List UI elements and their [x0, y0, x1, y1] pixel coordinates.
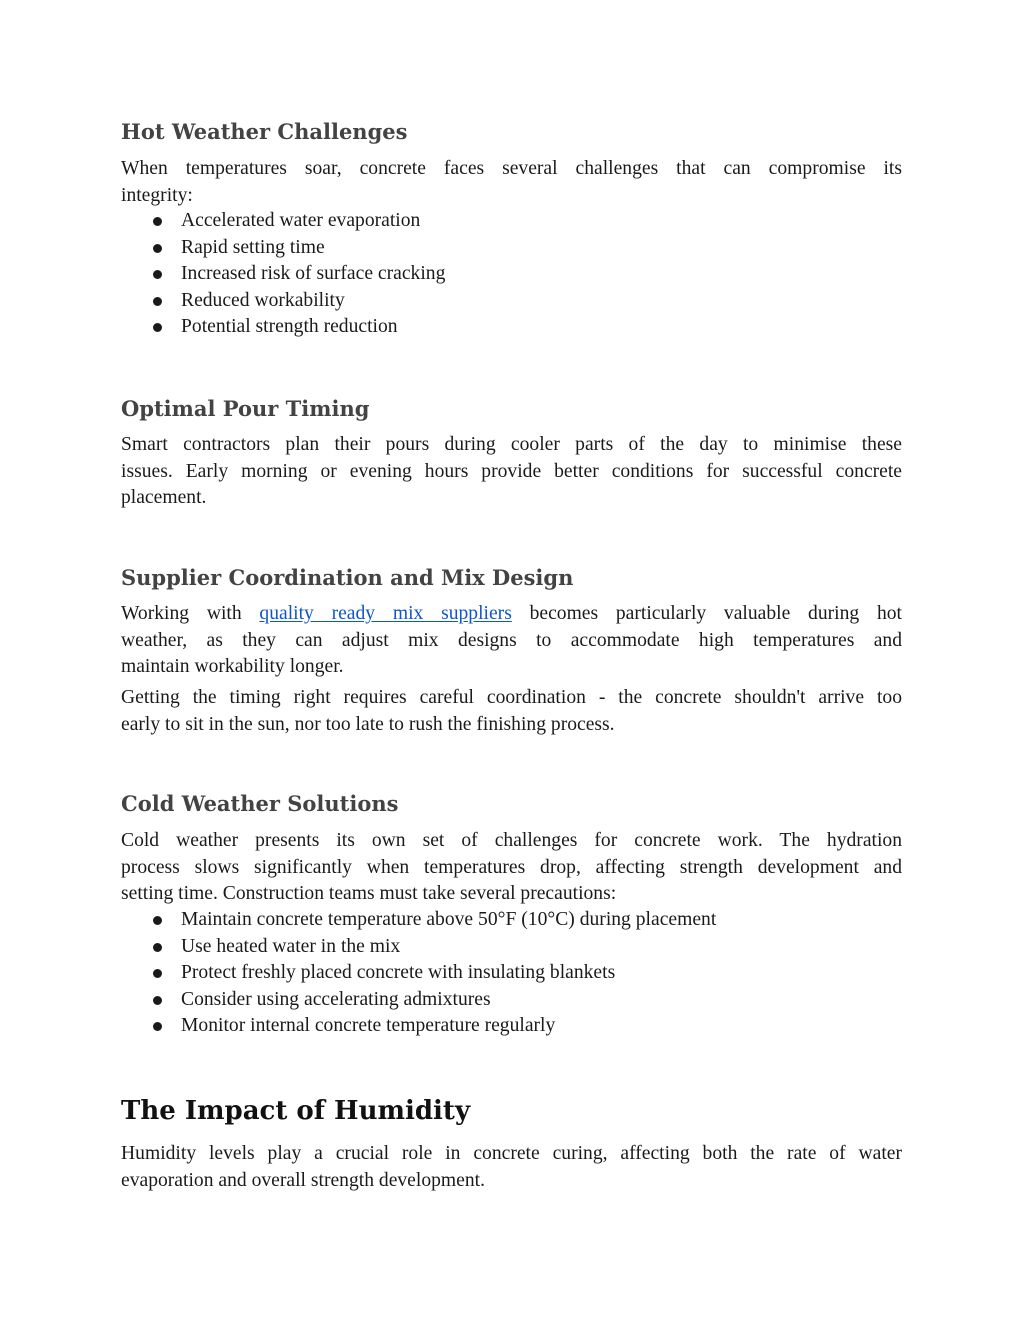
list-item [121, 261, 902, 288]
list-item-text: Accelerated water evaporation [181, 210, 421, 231]
list-item-text: Reduced workability [181, 289, 345, 311]
text-line: Humidity levels play a crucial role in concrete curing, affecting both the rate of water [121, 1143, 902, 1164]
list-item-text: Use heated water in the mix [181, 935, 401, 957]
text-line: early to sit in the sun, nor too late to rush the finishing process. [121, 713, 615, 735]
text-line: Cold weather presents its own set of challenges for concrete work. The hydration [121, 830, 902, 851]
text-line: issues. Early morning or evening hours provide better conditions for successful concrete [121, 460, 902, 482]
list-item-text: Maintain concrete temperature above 50°F (10°C) during placement [181, 909, 717, 930]
text-line: process slows significantly when temperatures drop, affecting strength development and [121, 856, 902, 878]
supplier-paragraph-2 [121, 685, 902, 738]
text-line: maintain workability longer. [121, 656, 344, 677]
quality-ready-mix-suppliers-link[interactable]: quality ready mix suppliers [259, 603, 512, 624]
heading-impact-of-humidity: The Impact of Humidity [121, 1096, 471, 1126]
list-item [121, 235, 902, 262]
hot-weather-challenge-list [121, 208, 902, 341]
bullet-icon [153, 217, 162, 226]
text-line: evaporation and overall strength development. [121, 1169, 485, 1191]
text-fragment: becomes particularly valuable during hot [529, 603, 902, 624]
text-line: weather, as they can adjust mix designs to accommodate high temperatures and [121, 629, 902, 651]
cold-weather-paragraph [121, 828, 902, 908]
heading-hot-weather-challenges: Hot Weather Challenges [121, 119, 408, 144]
bullet-icon [153, 244, 162, 253]
supplier-paragraph-1 [121, 601, 902, 681]
bullet-icon [153, 1022, 162, 1031]
list-item-text: Monitor internal concrete temperature regularly [181, 1015, 556, 1037]
text-fragment: Working with [121, 603, 242, 624]
list-item [121, 1013, 902, 1040]
list-item [121, 208, 902, 235]
text-line: When temperatures soar, concrete faces several challenges that can compromise its [121, 158, 902, 179]
list-item-text: Increased risk of surface cracking [181, 263, 446, 285]
bullet-icon [153, 996, 162, 1005]
bullet-icon [153, 323, 162, 332]
text-line: integrity: [121, 184, 193, 206]
bullet-icon [153, 297, 162, 306]
list-item [121, 960, 902, 987]
list-item-text: Potential strength reduction [181, 316, 398, 338]
text-line [121, 601, 902, 628]
list-item [121, 314, 902, 341]
list-item [121, 907, 902, 934]
list-item-text: Consider using accelerating admixtures [181, 988, 491, 1010]
text-line: Getting the timing right requires careful coordination - the concrete shouldn't arrive too [121, 687, 902, 708]
text-line: placement. [121, 487, 207, 508]
heading-cold-weather-solutions: Cold Weather Solutions [121, 791, 399, 816]
list-item-text: Protect freshly placed concrete with insulating blankets [181, 962, 616, 984]
text-line: setting time. Construction teams must take several precautions: [121, 883, 617, 904]
heading-supplier-coordination: Supplier Coordination and Mix Design [121, 565, 574, 590]
text-line: Smart contractors plan their pours during cooler parts of the day to minimise these [121, 434, 902, 455]
list-item-text: Rapid setting time [181, 236, 325, 258]
bullet-icon [153, 969, 162, 978]
list-item [121, 987, 902, 1014]
bullet-icon [153, 270, 162, 279]
pour-timing-paragraph [121, 432, 902, 512]
heading-optimal-pour-timing: Optimal Pour Timing [121, 396, 370, 421]
cold-weather-precaution-list [121, 907, 902, 1040]
humidity-paragraph [121, 1141, 902, 1194]
bullet-icon [153, 943, 162, 952]
bullet-icon [153, 916, 162, 925]
list-item [121, 934, 902, 961]
hot-weather-intro [121, 156, 902, 209]
list-item [121, 288, 902, 315]
